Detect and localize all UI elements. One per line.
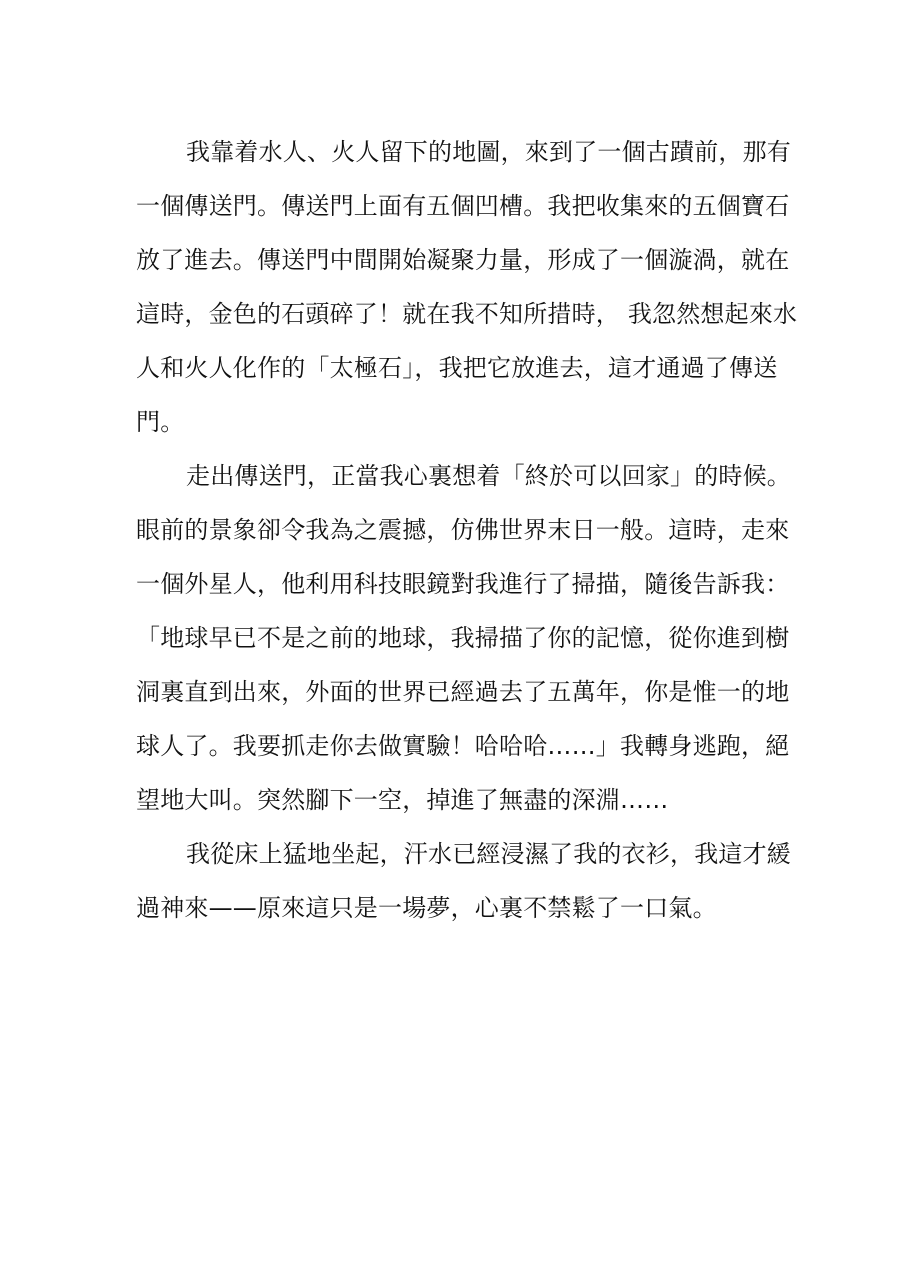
text-line: 放了進去。傳送門中間開始凝聚力量，形成了一個漩渦，就在: [136, 246, 790, 274]
text-line: 「地球早已不是之前的地球，我掃描了你的記憶，從你進到樹: [136, 624, 790, 652]
text-line: 我從床上猛地坐起，汗水已經浸濕了我的衣衫，我這才緩: [186, 840, 791, 868]
paragraph-1: [136, 125, 805, 449]
text-line: 望地大叫。突然腳下一空，掉進了無盡的深淵……: [136, 786, 669, 814]
text-line: 走出傳送門，正當我心裏想着「終於可以回家」的時候。: [186, 462, 791, 490]
text-line: 洞裏直到出來，外面的世界已經過去了五萬年，你是惟一的地: [136, 678, 790, 706]
text-line: 門。: [136, 408, 185, 436]
text-line: 過神來——原來這只是一場夢，心裏不禁鬆了一口氣。: [136, 894, 717, 922]
text-line: 球人了。我要抓走你去做實驗！哈哈哈……」我轉身逃跑，絕: [136, 732, 790, 760]
text-line: 一個外星人，他利用科技眼鏡對我進行了掃描，隨後告訴我：: [136, 570, 790, 598]
text-line: 眼前的景象卻令我為之震撼，仿佛世界末日一般。這時，走來: [136, 516, 790, 544]
paragraph-3: [136, 827, 805, 935]
text-line: 我靠着水人、火人留下的地圖，來到了一個古蹟前，那有: [186, 138, 791, 166]
text-line: 人和火人化作的「太極石」，我把它放進去，這才通過了傳送: [136, 354, 778, 382]
paragraph-2: [136, 449, 805, 827]
text-line: 一個傳送門。傳送門上面有五個凹槽。我把收集來的五個寶石: [136, 192, 790, 220]
text-line: 這時，金色的石頭碎了！就在我不知所措時， 我忽然想起來水: [136, 300, 798, 328]
